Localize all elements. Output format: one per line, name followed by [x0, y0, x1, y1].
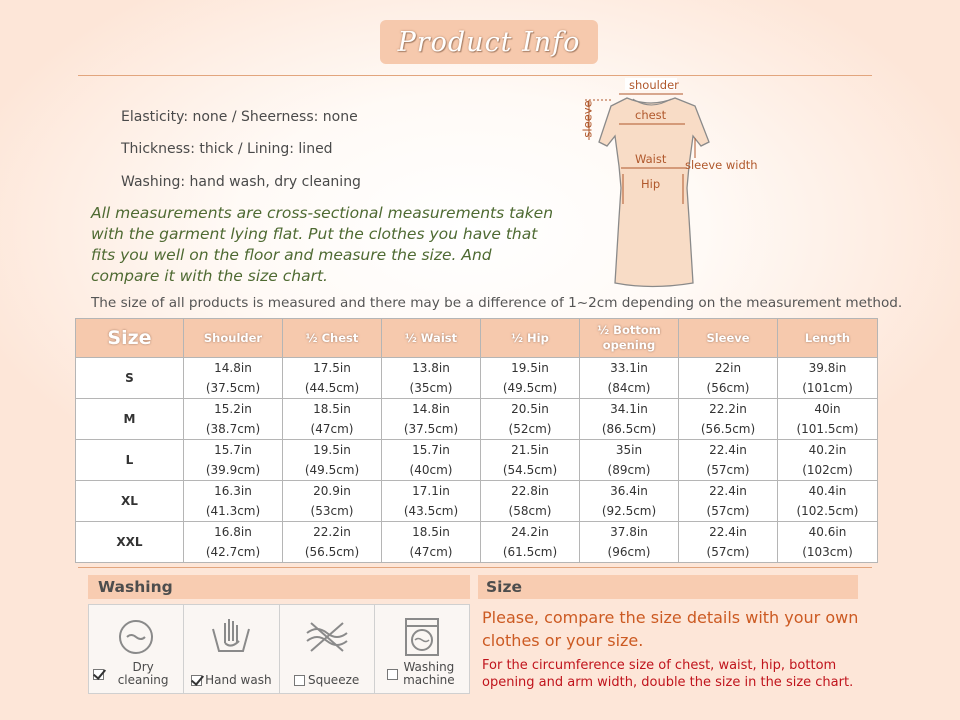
- size-cell: M: [76, 399, 184, 440]
- measurement-cell: [778, 358, 878, 399]
- measurement-cell: [481, 481, 580, 522]
- measurement-cell: [382, 399, 481, 440]
- wash-option-dry-cleaning: [89, 605, 184, 693]
- measurement-disclaimer: The size of all products is measured and there may be a difference of 1~2cm depending on the measurement method.: [91, 295, 903, 311]
- wash-option-washing-machine: [375, 605, 469, 693]
- table-row: [76, 522, 878, 563]
- size-cell: XXL: [76, 522, 184, 563]
- measurement-cell: [679, 481, 778, 522]
- value-inches: 17.5in: [313, 361, 351, 375]
- value-inches: 40.2in: [808, 443, 847, 457]
- value-cm: (43.5cm): [403, 504, 459, 518]
- table-row: [76, 358, 878, 399]
- measurement-cell: [283, 358, 382, 399]
- measurement-cell: [679, 440, 778, 481]
- value-inches: 40.6in: [808, 525, 847, 539]
- measurement-cell: [382, 481, 481, 522]
- measurement-cell: [184, 399, 283, 440]
- table-row: [76, 481, 878, 522]
- squeeze-icon: [303, 615, 351, 657]
- hand-wash-label: Hand wash: [205, 673, 272, 687]
- measurement-cell: [580, 399, 679, 440]
- value-inches: 22.4in: [709, 443, 747, 457]
- value-cm: (101cm): [802, 381, 853, 395]
- value-cm: (101.5cm): [796, 422, 859, 436]
- value-cm: (103cm): [802, 545, 853, 559]
- measurement-cell: [283, 440, 382, 481]
- value-cm: (96cm): [607, 545, 651, 559]
- value-cm: (92.5cm): [601, 504, 657, 518]
- washing-machine-label: Washing machine: [403, 660, 455, 687]
- measurement-cell: [580, 522, 679, 563]
- table-row: [76, 440, 878, 481]
- header-waist: ½ Waist: [382, 319, 481, 358]
- value-inches: 22.8in: [511, 484, 549, 498]
- measurement-cell: [481, 358, 580, 399]
- title-banner: [380, 20, 598, 64]
- value-cm: (39.9cm): [205, 463, 261, 477]
- value-cm: (47cm): [409, 545, 453, 559]
- measurement-cell: [679, 522, 778, 563]
- size-cell: L: [76, 440, 184, 481]
- header-shoulder: Shoulder: [184, 319, 283, 358]
- table-header-row: [76, 319, 878, 358]
- value-cm: (41.3cm): [205, 504, 261, 518]
- measurement-cell: [283, 399, 382, 440]
- header-size: Size: [76, 319, 184, 358]
- attr-washing: Washing: hand wash, dry cleaning: [121, 174, 361, 190]
- measurement-cell: [580, 358, 679, 399]
- value-inches: 40.4in: [808, 484, 847, 498]
- dress-illustration-icon: [575, 78, 875, 298]
- value-inches: 37.8in: [610, 525, 648, 539]
- value-cm: (57cm): [706, 545, 750, 559]
- value-inches: 15.7in: [412, 443, 450, 457]
- size-cell: S: [76, 358, 184, 399]
- measurement-cell: [184, 358, 283, 399]
- value-cm: (47cm): [310, 422, 354, 436]
- measurement-cell: [184, 481, 283, 522]
- value-cm: (56cm): [706, 381, 750, 395]
- value-cm: (49.5cm): [304, 463, 360, 477]
- value-cm: (57cm): [706, 463, 750, 477]
- diagram-label-hip: Hip: [641, 177, 661, 191]
- dress-diagram: [575, 78, 875, 298]
- value-cm: (54.5cm): [502, 463, 558, 477]
- diagram-label-waist: Waist: [635, 152, 667, 166]
- value-cm: (37.5cm): [205, 381, 261, 395]
- value-inches: 22.4in: [709, 484, 747, 498]
- size-cell: XL: [76, 481, 184, 522]
- value-inches: 15.2in: [214, 402, 252, 416]
- size-section-header: [478, 575, 858, 599]
- diagram-label-chest: chest: [635, 108, 667, 122]
- dry-cleaning-label: Dry cleaning: [117, 660, 169, 687]
- hand-wash-icon: [207, 615, 255, 657]
- measurement-cell: [382, 522, 481, 563]
- value-cm: (37.5cm): [403, 422, 459, 436]
- attr-elasticity: Elasticity: none / Sheerness: none: [121, 109, 358, 125]
- washing-options-panel: [88, 604, 470, 694]
- washing-machine-checkbox[interactable]: [387, 669, 398, 680]
- value-inches: 19.5in: [511, 361, 549, 375]
- measurement-cell: [580, 440, 679, 481]
- value-inches: 18.5in: [313, 402, 351, 416]
- value-inches: 22in: [714, 361, 742, 375]
- value-cm: (102.5cm): [796, 504, 859, 518]
- measurement-cell: [481, 522, 580, 563]
- value-inches: 18.5in: [412, 525, 450, 539]
- value-inches: 15.7in: [214, 443, 252, 457]
- size-chart-table: [75, 318, 878, 563]
- value-cm: (86.5cm): [601, 422, 657, 436]
- value-cm: (42.7cm): [205, 545, 261, 559]
- value-cm: (56.5cm): [304, 545, 360, 559]
- value-cm: (38.7cm): [205, 422, 261, 436]
- value-inches: 24.2in: [511, 525, 549, 539]
- value-cm: (57cm): [706, 504, 750, 518]
- header-sleeve: Sleeve: [679, 319, 778, 358]
- value-cm: (61.5cm): [502, 545, 558, 559]
- measurement-cell: [382, 358, 481, 399]
- measurement-cell: [184, 522, 283, 563]
- value-inches: 22.2in: [709, 402, 747, 416]
- value-cm: (102cm): [802, 463, 853, 477]
- size-section-title: Size: [486, 578, 523, 596]
- value-cm: (84cm): [607, 381, 651, 395]
- header-chest: ½ Chest: [283, 319, 382, 358]
- measurement-cell: [283, 481, 382, 522]
- measurement-cell: [679, 399, 778, 440]
- squeeze-label: Squeeze: [307, 673, 360, 687]
- value-inches: 34.1in: [610, 402, 648, 416]
- page-title: Product Info: [397, 26, 581, 58]
- measurement-cell: [679, 358, 778, 399]
- dry-cleaning-icon: [112, 615, 160, 657]
- value-cm: (49.5cm): [502, 381, 558, 395]
- size-compare-message: Please, compare the size details with your own clothes or your size.: [482, 608, 859, 650]
- value-inches: 22.4in: [709, 525, 747, 539]
- washing-title: Washing: [98, 578, 173, 596]
- attr-thickness: Thickness: thick / Lining: lined: [121, 141, 333, 157]
- value-inches: 17.1in: [412, 484, 450, 498]
- size-double-note: For the circumference size of chest, waist, hip, bottom opening and arm width, double the size in the size chart.: [482, 658, 854, 690]
- measurement-cell: [382, 440, 481, 481]
- measurement-cell: [778, 440, 878, 481]
- value-inches: 21.5in: [511, 443, 549, 457]
- wash-option-hand-wash: [184, 605, 279, 693]
- value-inches: 19.5in: [313, 443, 351, 457]
- value-cm: (35cm): [409, 381, 453, 395]
- washing-header: [88, 575, 470, 599]
- title-divider: [78, 75, 872, 76]
- measurement-cell: [778, 481, 878, 522]
- value-cm: (40cm): [409, 463, 453, 477]
- measurement-cell: [481, 399, 580, 440]
- value-cm: (44.5cm): [304, 381, 360, 395]
- value-inches: 16.8in: [214, 525, 252, 539]
- wash-option-squeeze: [280, 605, 375, 693]
- measurement-cell: [580, 481, 679, 522]
- header-hip: ½ Hip: [481, 319, 580, 358]
- value-inches: 14.8in: [214, 361, 252, 375]
- value-inches: 13.8in: [412, 361, 450, 375]
- value-inches: 35in: [615, 443, 643, 457]
- value-cm: (56.5cm): [700, 422, 756, 436]
- value-inches: 33.1in: [610, 361, 648, 375]
- value-inches: 36.4in: [610, 484, 648, 498]
- measurement-cell: [283, 522, 382, 563]
- value-cm: (53cm): [310, 504, 354, 518]
- value-inches: 22.2in: [313, 525, 351, 539]
- squeeze-checkbox[interactable]: [294, 675, 305, 686]
- washing-machine-icon: [398, 615, 446, 657]
- section-divider: [78, 567, 872, 568]
- value-inches: 20.5in: [511, 402, 549, 416]
- diagram-label-shoulder: shoulder: [629, 78, 679, 92]
- header-length: Length: [778, 319, 878, 358]
- measurement-cell: [481, 440, 580, 481]
- diagram-label-sleeve: sleeve: [580, 100, 595, 138]
- value-inches: 16.3in: [214, 484, 252, 498]
- measurement-cell: [778, 522, 878, 563]
- diagram-label-sleeve-width: sleeve width: [685, 158, 758, 172]
- header-bottom-opening: ½ Bottom opening: [580, 319, 679, 358]
- measurement-cell: [778, 399, 878, 440]
- table-row: [76, 399, 878, 440]
- value-cm: (58cm): [508, 504, 552, 518]
- value-inches: 14.8in: [412, 402, 450, 416]
- hand-wash-checkbox[interactable]: [191, 675, 202, 686]
- measurement-instructions: All measurements are cross-sectional measurements taken with the garment lying flat. Put the clothes you have that fits you well on the floor and measure the size. And compare it with the size chart.: [91, 204, 554, 285]
- value-inches: 39.8in: [808, 361, 847, 375]
- value-cm: (52cm): [508, 422, 552, 436]
- value-inches: 20.9in: [313, 484, 351, 498]
- dry-cleaning-checkbox[interactable]: [93, 669, 104, 680]
- value-inches: 40in: [814, 402, 841, 416]
- measurement-cell: [184, 440, 283, 481]
- value-cm: (89cm): [607, 463, 651, 477]
